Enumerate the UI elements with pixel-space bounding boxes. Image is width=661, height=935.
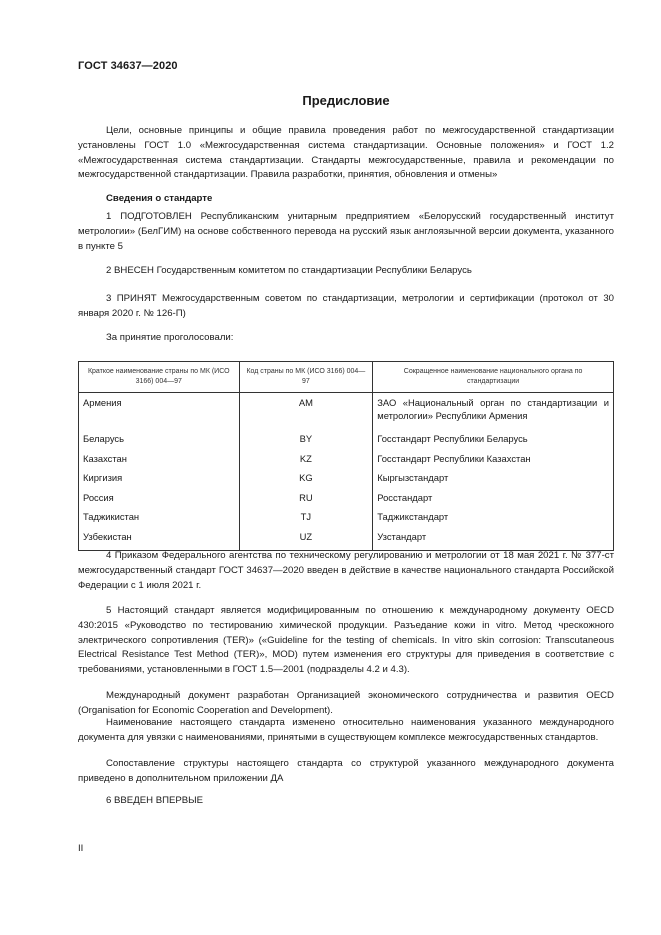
table-row (79, 471, 614, 491)
item-2: 2 ВНЕСЕН Государственным комитетом по стандартизации Республики Беларусь (106, 265, 472, 276)
table-cell-body: Росстандарт (373, 491, 614, 511)
table-header-body: Сокращенное наименование национального органа по стандартизации (373, 362, 614, 393)
item-3: 3 ПРИНЯТ Межгосударственным советом по стандартизации, метрологии и сертификации (протокол от 30 января 2020 г. № 126-П) (78, 293, 614, 319)
table-cell-country: Казахстан (83, 452, 127, 464)
table-header-country: Краткое наименование страны по МК (ИСО 3166) 004—97 (79, 362, 240, 393)
page-title: Предисловие (302, 93, 390, 108)
table-cell-code: AM (239, 393, 373, 433)
table-cell-body: Госстандарт Республики Казахстан (373, 452, 614, 472)
page-number: II (78, 843, 84, 854)
table-cell-code: KZ (239, 452, 373, 472)
table-header-code: Код страны по МК (ИСО 3166) 004—97 (239, 362, 373, 393)
document-header: ГОСТ 34637—2020 (78, 60, 178, 72)
table-cell-country: Армения (83, 397, 122, 408)
table-row (79, 432, 614, 452)
table-cell-body: Узстандарт (373, 530, 614, 550)
table-row (79, 393, 614, 433)
table-cell-country: Узбекистан (79, 530, 240, 550)
item-5-paragraph-3: Наименование настоящего стандарта изменено относительно наименования указанного международного документа для увязки с наименованиями, принятыми в существующем комплексе межгосударственных стандартов. (78, 717, 614, 743)
table-row (79, 510, 614, 530)
table-cell-country: Киргизия (83, 472, 123, 484)
item-5-paragraph-4: Сопоставление структуры настоящего стандарта со структурой указанного международного документа приведено в дополнительном приложении ДА (78, 758, 614, 784)
table-cell-code: BY (239, 432, 373, 452)
item-4: 4 Приказом Федерального агентства по техническому регулированию и метрологии от 18 мая 2021 г. № 377-ст межгосударственный стандарт ГОСТ 34637—2020 введен в действие в качестве национального стандарта Российской Федерации с 1 июля 2021 г. (78, 550, 614, 591)
table-cell-body: ЗАО «Национальный орган по стандартизации и метрологии» Республики Армения (373, 393, 614, 433)
item-5-paragraph-2: Международный документ разработан Организацией экономического сотрудничества и развития OECD (Organisation for Economic Cooperation and Development). (78, 690, 614, 716)
table-cell-country: Россия (83, 491, 114, 503)
section-title: Сведения о стандарте (106, 193, 213, 204)
item-1: 1 ПОДГОТОВЛЕН Республиканским унитарным предприятием «Белорусский государственный институт метрологии» (БелГИМ) на основе собственного перевода на русский язык англоязычной версии документа, указанного в пункте 5 (78, 211, 614, 252)
intro-paragraph: Цели, основные принципы и общие правила проведения работ по межгосударственной стандартизации установлены ГОСТ 1.0 «Межгосударственная система стандартизации. Основные положения» и ГОСТ 1.2 «Межгосударственная система стандартизации. Стандарты межгосударственные, правила и рекомендации по межгосударственной стандартизации. Правила разработки, принятия, обновления и отмены» (78, 125, 614, 181)
table-row (79, 530, 614, 550)
voting-table (78, 361, 614, 551)
item-5: 5 Настоящий стандарт является модифицированным по отношению к международному документу OECD 430:2015 «Руководство по тестированию химической продукции. Разъедание кожи in vitro. Метод чрескожного электрического сопротивления (TER)» («Guideline for the testing of chemicals. In vitro skin corrosion: Transcutaneous Electrical Resistance Test Method (TER)», MOD) путем изменения его структуры для приведения в соответствие с требованиями, установленными в ГОСТ 1.5—2001 (подразделы 4.2 и 4.3). (78, 605, 614, 676)
table-cell-body: Таджикстандарт (373, 510, 614, 530)
table-cell-code: RU (239, 491, 373, 511)
table-cell-body: Госстандарт Республики Беларусь (373, 432, 614, 452)
table-cell-body: Кыргызстандарт (373, 471, 614, 491)
item-6: 6 ВВЕДЕН ВПЕРВЫЕ (106, 795, 204, 806)
table-cell-code: TJ (239, 510, 373, 530)
table-cell-country: Беларусь (83, 433, 125, 444)
table-row (79, 452, 614, 472)
table-cell-country: Таджикистан (83, 511, 140, 523)
table-cell-code: KG (239, 471, 373, 491)
table-cell-code: UZ (239, 530, 373, 550)
vote-label: За принятие проголосовали: (106, 332, 234, 343)
table-row (79, 491, 614, 511)
